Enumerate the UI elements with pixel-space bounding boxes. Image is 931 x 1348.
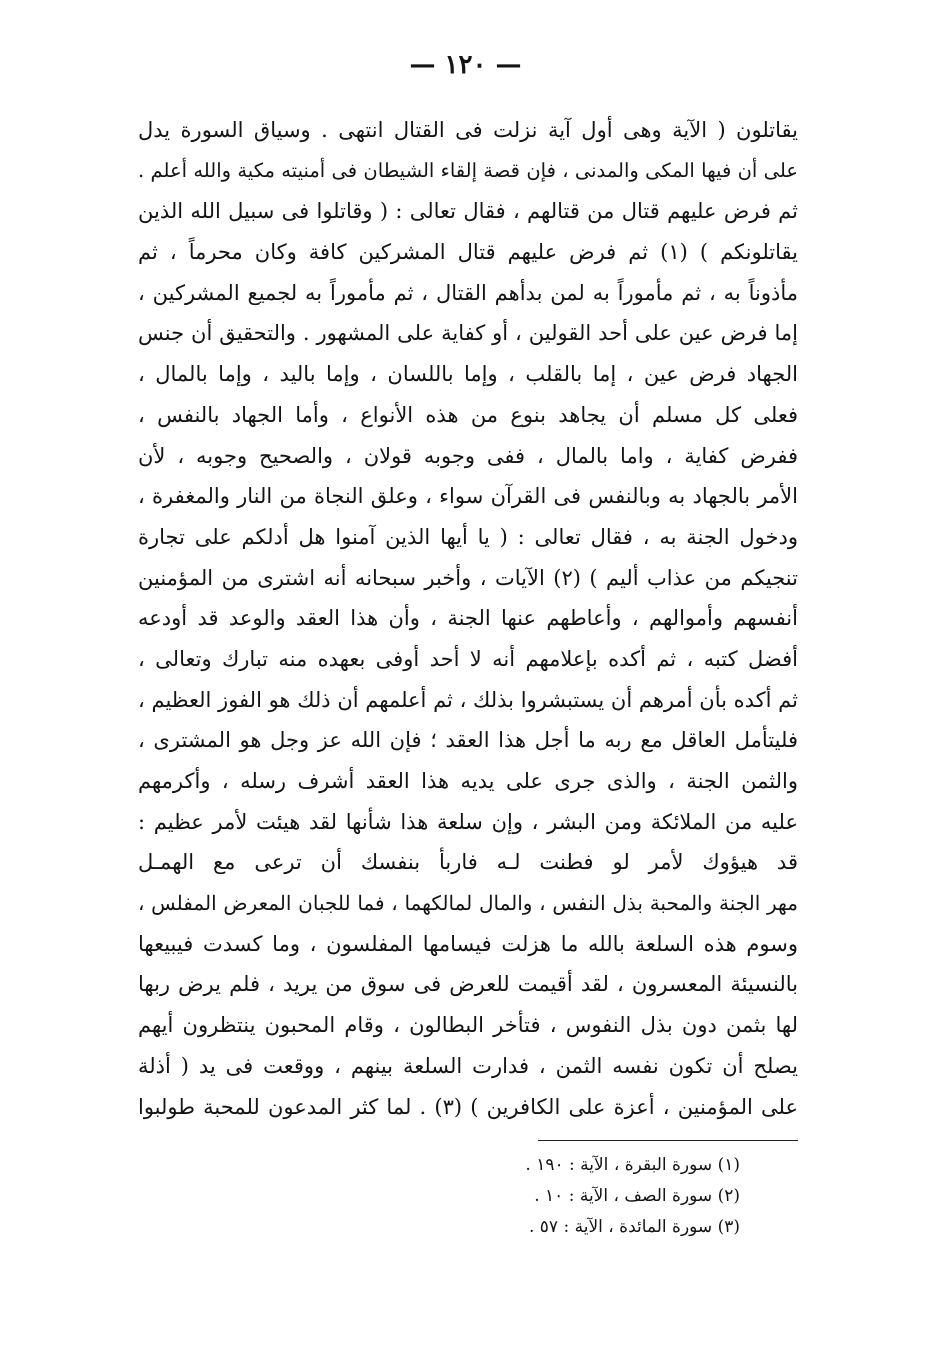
footnotes xyxy=(420,1150,740,1243)
body-text xyxy=(138,110,798,1127)
text-line: مهر الجنة والمحبة بذل النفس ، والمال لمالكهما ، فما للجبان المعرض المفلس ، xyxy=(138,891,798,916)
text-line: أفضل كتبه ، ثم أكده بإعلامهم أنه لا أحد أوفى بعهده منه تبارك وتعالى ، xyxy=(138,646,798,671)
page-number: — ١٢٠ — xyxy=(409,50,522,80)
text-line: ودخول الجنة به ، فقال تعالى : ( يا أيها الذين آمنوا هل أدلكم على تجارة xyxy=(138,524,798,549)
text-line: ففرض كفاية ، واما بالمال ، ففى وجوبه قولان ، والصحيح وجوبه ، لأن xyxy=(138,443,798,468)
text-line: فعلى كل مسلم أن يجاهد بنوع من هذه الأنواع ، وأما الجهاد بالنفس ، xyxy=(138,402,798,427)
text-line: يقاتلونكم ) (١) ثم فرض عليهم قتال المشركين كافة وكان محرماً ، ثم xyxy=(138,240,798,265)
text-line: يقاتلون ( الآية وهى أول آية نزلت فى القتال انتهى . وسياق السورة يدل xyxy=(138,118,798,142)
footnote-divider xyxy=(538,1140,798,1141)
text-line: على المؤمنين ، أعزة على الكافرين ) (٣) . لما كثر المدعون للمحبة طولبوا xyxy=(138,1094,798,1119)
text-line: فليتأمل العاقل مع ربه ما أجل هذا العقد ؛ فإن الله عز وجل هو المشترى ، xyxy=(138,728,798,753)
text-line: وسوم هذه السلعة بالله ما هزلت فيسامها المفلسون ، وما كسدت فيبيعها xyxy=(138,931,798,956)
text-line: لها بثمن دون بذل النفوس ، فتأخر البطالون ، وقام المحبون ينتظرون أيهم xyxy=(138,1013,798,1038)
text-line: الأمر بالجهاد به وبالنفس فى القرآن سواء ، وعلق النجاة من النار والمغفرة ، xyxy=(138,484,798,509)
text-line: يصلح أن تكون نفسه الثمن ، فدارت السلعة بينهم ، ووقعت فى يد ( أذلة xyxy=(138,1053,798,1078)
text-line: مأذوناً به ، ثم مأموراً به لمن بدأهم القتال ، ثم مأموراً به لجميع المشركين ، xyxy=(138,280,798,305)
text-line: ثم فرض عليهم قتال من قتالهم ، فقال تعالى : ( وقاتلوا فى سبيل الله الذين xyxy=(138,199,798,224)
text-line: ثم أكده بأن أمرهم أن يستبشروا بذلك ، ثم أعلمهم أن ذلك هو الفوز العظيم ، xyxy=(138,687,798,712)
text-line: أنفسهم وأموالهم ، وأعاطهم عنها الجنة ، وأن هذا العقد والوعد قد أودعه xyxy=(138,606,798,631)
poetry-verse: قد هيؤوك لأمر لو فطنت لـه فاربأ بنفسك أن ترعى مع الهمـل xyxy=(138,850,798,875)
footnote-1: (١) سورة البقرة ، الآية : ١٩٠ . xyxy=(525,1155,740,1175)
footnote-2: (٢) سورة الصف ، الآية : ١٠ . xyxy=(534,1186,740,1206)
text-line: الجهاد فرض عين ، إما بالقلب ، وإما باللسان ، وإما باليد ، وإما بالمال ، xyxy=(138,362,798,387)
text-line: على أن فيها المكى والمدنى ، فإن قصة إلقاء الشيطان فى أمنيته مكية والله أعلم . xyxy=(138,158,798,182)
text-line: عليه من الملائكة ومن البشر ، وإن سلعة هذا شأنها لقد هيئت لأمر عظيم : xyxy=(138,809,798,834)
text-line: بالنسيئة المعسرون ، لقد أقيمت للعرض فى سوق من يريد ، فلم يرض ربها xyxy=(138,972,798,997)
text-line: تنجيكم من عذاب أليم ) (٢) الآيات ، وأخبر سبحانه أنه اشترى من المؤمنين xyxy=(138,565,798,590)
text-line: إما فرض عين على أحد القولين ، أو كفاية على المشهور . والتحقيق أن جنس xyxy=(138,321,798,346)
text-line: والثمن الجنة ، والذى جرى على يديه هذا العقد أشرف رسله ، وأكرمهم xyxy=(138,769,798,793)
footnote-3: (٣) سورة المائدة ، الآية : ٥٧ . xyxy=(528,1217,740,1237)
